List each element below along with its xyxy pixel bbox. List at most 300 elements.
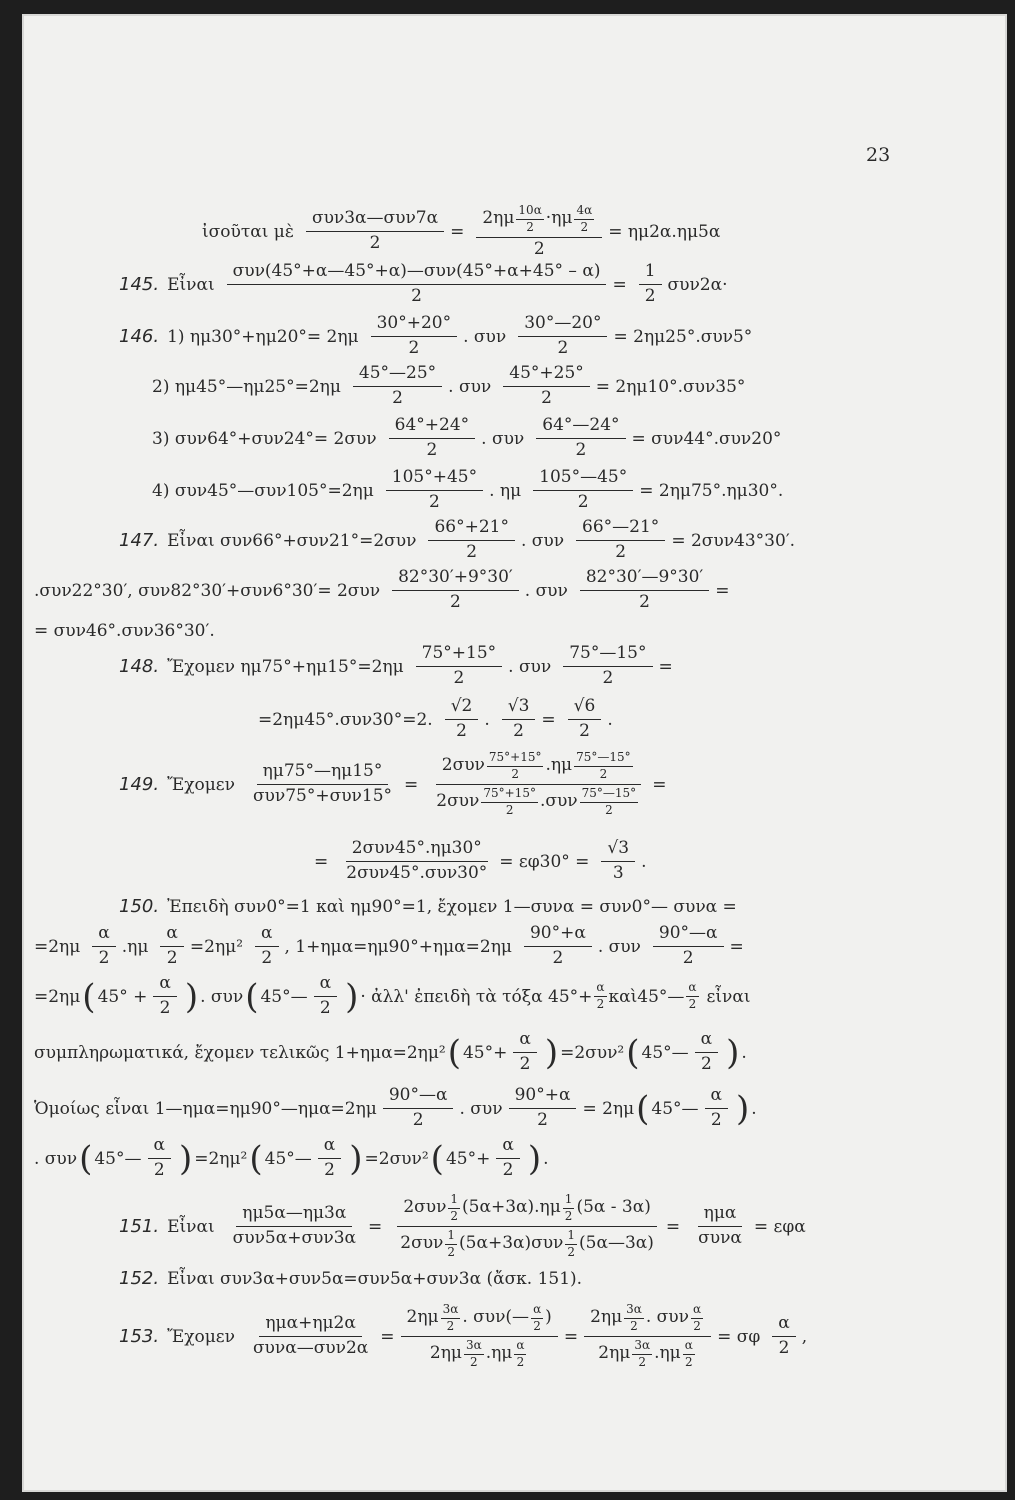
numerator: α (314, 974, 337, 997)
numerator: 2συν45°.ημ30° (346, 839, 488, 862)
numerator: α (513, 1030, 536, 1053)
text: 45°— (260, 986, 308, 1007)
denominator (430, 785, 646, 818)
denominator: 2 (153, 1160, 165, 1180)
fraction (314, 974, 337, 1018)
numerator: √6 (568, 697, 602, 720)
denominator: 2 (392, 388, 403, 408)
right-paren: ) (726, 1032, 740, 1073)
denominator: 2 (602, 668, 614, 688)
exercise-number: 146. (119, 326, 160, 347)
denominator: 3 (612, 863, 624, 883)
text: = 2ημ25°.συν5° (613, 326, 753, 347)
denominator: 2 (516, 1354, 525, 1369)
numerator (436, 751, 641, 785)
numerator: 82°30′—9°30′ (580, 568, 709, 591)
text: . συν (448, 376, 492, 397)
numerator: α (594, 981, 606, 997)
numerator: 1 (448, 1193, 460, 1209)
exercise-number: 149. (119, 774, 160, 795)
numerator: 64°—24° (536, 416, 625, 439)
left-paren: ( (636, 1088, 650, 1129)
fraction (518, 314, 607, 358)
fraction (227, 262, 607, 306)
text: Εἶναι συν66°+συν21°=2συν (167, 530, 417, 551)
equals-sign: = (715, 580, 730, 601)
denominator: 2 (261, 948, 273, 968)
exercise-number: 145. (119, 274, 160, 295)
text: .ημ (121, 936, 149, 957)
fraction (576, 518, 665, 562)
fraction (639, 262, 662, 306)
denominator: 2 (567, 1244, 576, 1259)
text: = συν44°.συν20° (631, 428, 782, 449)
numerator: 3α (441, 1303, 461, 1319)
text: 45°+ (445, 1148, 491, 1169)
denominator: 2 (412, 1110, 424, 1130)
denominator: 2 (369, 233, 381, 253)
text: (5α - 3α) (576, 1197, 651, 1218)
text: =2ημ (34, 936, 81, 957)
text: ) (545, 1307, 552, 1328)
fraction (386, 468, 483, 512)
right-paren: ) (184, 976, 199, 1017)
text: 2συν (436, 790, 480, 811)
fraction (601, 839, 635, 883)
text: Ὁμοίως εἶναι 1—ημα=ημ90°—ημα=2ημ (34, 1098, 377, 1119)
text: συμπληρωματικά, ἔχομεν τελικῶς 1+ημα=2ημ² (34, 1042, 446, 1063)
fraction (401, 1303, 558, 1369)
text: =2ημ45°.συν30°=2. (258, 709, 433, 730)
text: 45°— (641, 1042, 689, 1063)
fraction (574, 204, 594, 235)
text: . συν (508, 656, 552, 677)
equals-sign: = (380, 1326, 395, 1347)
denominator: 2 (447, 1244, 456, 1259)
fraction (683, 1339, 695, 1370)
fraction (772, 1314, 795, 1358)
fraction (502, 697, 536, 741)
numerator: ημα (698, 1204, 743, 1227)
numerator: α (705, 1086, 728, 1109)
right-paren: ) (736, 1088, 750, 1129)
numerator: √3 (601, 839, 635, 862)
text: . συν(— (462, 1307, 530, 1328)
fraction (563, 1193, 575, 1224)
numerator: α (153, 974, 176, 997)
denominator: 2 (537, 1110, 548, 1130)
equals-sign: = (404, 774, 419, 795)
denominator (424, 1337, 535, 1370)
denominator: 2 (533, 1319, 541, 1334)
denominator: 2 (505, 802, 514, 817)
denominator: 2 (700, 1054, 712, 1074)
left-paren: ( (626, 1032, 640, 1073)
text: Εἶναι (167, 274, 215, 295)
denominator: 2 (511, 767, 519, 782)
exercise-148-line-2 (258, 696, 619, 741)
text: ·ημ (545, 207, 573, 228)
right-paren: ) (345, 976, 359, 1017)
exercise-150 (119, 896, 743, 917)
denominator: 2 (526, 219, 534, 234)
text: = 2συν43°30′. (671, 530, 796, 551)
text: 45°— (94, 1148, 142, 1169)
numerator: 1 (565, 1229, 577, 1245)
text: . συν (463, 326, 507, 347)
equals-sign: = (665, 1216, 681, 1237)
denominator: 2 (411, 286, 422, 306)
text: . (741, 1042, 747, 1063)
text: (5α+3α)συν (459, 1232, 564, 1253)
text: .συν22°30′, συν82°30′+συν6°30′= 2συν (34, 580, 381, 601)
text: 4) συν45°—συν105°=2ημ (152, 480, 374, 501)
text: συν2α· (667, 274, 728, 295)
numerator: 64°+24° (389, 416, 476, 439)
numerator: 90°+α (509, 1086, 577, 1109)
equals-sign: = (368, 1216, 383, 1237)
fraction (632, 1339, 652, 1370)
fraction (394, 1193, 660, 1259)
numerator: 75°—15° (574, 751, 633, 767)
numerator: 75°—15° (563, 644, 652, 667)
text: =2συν² (560, 1042, 625, 1063)
exercise-number: 147. (119, 530, 160, 551)
denominator: συνα (698, 1228, 742, 1248)
numerator: α (496, 1136, 519, 1159)
numerator: √3 (502, 697, 536, 720)
denominator: 2 (470, 1354, 478, 1369)
fraction (464, 1339, 484, 1370)
left-paren: ( (79, 1138, 93, 1179)
equals-sign: = (563, 1326, 579, 1347)
fraction (536, 416, 625, 460)
exercise-147-line-3 (34, 620, 221, 641)
text: 45° + (97, 986, 148, 1007)
text: 2ημ (482, 207, 515, 228)
text: Ἔχομεν (167, 774, 235, 795)
text: . συν (459, 1098, 503, 1119)
right-paren: ) (349, 1138, 363, 1179)
numerator: α (318, 1136, 341, 1159)
numerator: 66°+21° (428, 518, 515, 541)
numerator: α (686, 981, 698, 997)
fraction (653, 924, 724, 968)
text: = ημ2α.ημ5α (608, 221, 721, 242)
denominator: 2 (557, 338, 569, 358)
numerator: ημ5α—ημ3α (236, 1204, 352, 1227)
text: 2ημ (429, 1342, 462, 1363)
fraction (509, 1086, 577, 1130)
denominator: 2 (324, 1160, 335, 1180)
numerator: συν3α—συν7α (306, 209, 444, 232)
numerator (401, 1303, 558, 1337)
text: . (641, 851, 647, 872)
book-page (22, 14, 1007, 1492)
denominator: 2 (502, 1160, 514, 1180)
fraction (531, 1303, 543, 1334)
exercise-number: 148. (119, 656, 160, 677)
text: . (607, 709, 613, 730)
text: 3) συν64°+συν24°= 2συν (152, 428, 377, 449)
denominator: 2συν45°.συν30° (346, 863, 488, 883)
fraction (692, 1204, 748, 1248)
numerator: 30°+20° (371, 314, 458, 337)
text: = συν46°.συν36°30′. (34, 620, 215, 641)
text: 2ημ (590, 1307, 623, 1328)
fraction (92, 924, 115, 968)
numerator: 66°—21° (576, 518, 665, 541)
text: , (801, 1326, 808, 1347)
numerator: 30°—20° (518, 314, 607, 337)
fraction (428, 518, 515, 562)
left-paren: ( (249, 1138, 263, 1179)
exercise-152 (119, 1268, 588, 1289)
denominator: συν5α+συν3α (232, 1228, 357, 1248)
exercise-number: 151. (119, 1216, 160, 1237)
text: 45°+ (462, 1042, 508, 1063)
denominator: 2 (408, 338, 420, 358)
exercise-number: 150. (119, 896, 160, 917)
text: (5α+3α).ημ (462, 1197, 561, 1218)
numerator: α (514, 1339, 526, 1355)
text: .ημ (654, 1342, 681, 1363)
text: . συν (200, 986, 244, 1007)
denominator: συνα—συν2α (252, 1338, 369, 1358)
text: Εἶναι συν3α+συν5α=συν5α+συν3α (ἄσκ. 151). (167, 1268, 583, 1289)
denominator: 2 (644, 286, 656, 306)
fraction (247, 762, 398, 806)
text: 2συν (441, 755, 485, 776)
exercise-150-line-6 (34, 1135, 549, 1180)
fraction (255, 924, 278, 968)
left-paren: ( (447, 1032, 461, 1073)
equals-sign: = (729, 936, 744, 957)
fraction (445, 1229, 457, 1260)
exercise-150-line-3 (34, 973, 751, 1018)
numerator: 4α (574, 204, 594, 220)
fraction (340, 839, 493, 883)
numerator: 75°+15° (416, 644, 503, 667)
equals-sign: = (658, 656, 673, 677)
text: . (543, 1148, 549, 1169)
denominator: 2 (710, 1110, 722, 1130)
fraction (392, 568, 519, 612)
text: . (484, 709, 490, 730)
fraction (148, 1136, 171, 1180)
fraction (695, 1030, 718, 1074)
denominator: 2 (466, 542, 478, 562)
denominator: 2 (533, 238, 545, 259)
denominator: 2 (541, 388, 552, 408)
fraction (686, 981, 698, 1012)
denominator (394, 1227, 660, 1260)
numerator: α (531, 1303, 543, 1319)
right-paren: ) (178, 1138, 193, 1179)
numerator: ημ75°—ημ15° (257, 762, 389, 785)
fraction (503, 364, 590, 408)
denominator: 2 (456, 721, 467, 741)
fraction (580, 787, 639, 818)
text: . (751, 1098, 757, 1119)
right-paren: ) (544, 1032, 559, 1073)
text: . ημ (489, 480, 522, 501)
text: 2συν (403, 1197, 447, 1218)
numerator: 75°—15° (580, 787, 639, 803)
denominator: 2 (579, 721, 590, 741)
text: = 2ημ75°.ημ30°. (639, 480, 784, 501)
denominator: 2 (429, 492, 440, 512)
equals-sign: = (652, 774, 667, 795)
fraction (353, 364, 442, 408)
fraction (160, 924, 183, 968)
numerator: 1 (639, 262, 662, 285)
fraction (318, 1136, 341, 1180)
exercise-145 (119, 261, 734, 306)
denominator: 2 (638, 1354, 647, 1369)
fraction (383, 1086, 454, 1130)
denominator: 2 (98, 948, 110, 968)
numerator (397, 1193, 657, 1227)
denominator: 2 (684, 1354, 693, 1369)
text: . συν (524, 580, 568, 601)
text: · ἀλλ' ἐπειδὴ τὰ τόξα 45°+ (360, 986, 593, 1007)
denominator: 2 (513, 721, 524, 741)
text: Ἔχομεν (167, 1326, 235, 1347)
text: 2ημ (406, 1307, 439, 1328)
text: = 2ημ10°.συν35° (595, 376, 746, 397)
exercise-number: 152. (119, 1268, 160, 1289)
text: εἶναι (706, 986, 751, 1007)
exercise-number: 153. (119, 1326, 160, 1347)
text: Ἔχομεν ημ75°+ημ15°=2ημ (167, 656, 404, 677)
text: =2ημ² (194, 1148, 248, 1169)
fraction (430, 751, 646, 817)
fraction (513, 1030, 536, 1074)
fraction (247, 1314, 374, 1358)
fraction (516, 204, 543, 235)
numerator: 1 (563, 1193, 575, 1209)
denominator: 2 (564, 1209, 573, 1224)
numerator: 75°+15° (487, 751, 544, 767)
numerator: α (255, 924, 278, 947)
fraction (568, 697, 602, 741)
numerator: α (691, 1303, 703, 1319)
page-number: 23 (866, 144, 891, 166)
denominator: 2 (577, 492, 589, 512)
text: , 1+ημα=ημ90°+ημα=2ημ (284, 936, 512, 957)
exercise-149-line-2 (314, 838, 652, 883)
text: . συν (645, 1307, 689, 1328)
numerator (584, 1303, 711, 1337)
denominator: 2 (519, 1054, 531, 1074)
text: 2ημ (598, 1342, 631, 1363)
denominator: 2 (575, 440, 587, 460)
text: = εφα (753, 1216, 806, 1237)
numerator: α (160, 924, 183, 947)
text: 1) ημ30°+ημ20°= 2ημ (167, 326, 359, 347)
text: . συν (520, 530, 565, 551)
text: Εἶναι (167, 1216, 215, 1237)
fraction (445, 697, 479, 741)
denominator: 2 (615, 542, 627, 562)
denominator: 2 (639, 592, 650, 612)
fraction (448, 1193, 460, 1224)
numerator: α (772, 1314, 795, 1337)
left-paren: ( (245, 976, 259, 1017)
denominator: 2 (159, 998, 171, 1018)
fraction (594, 981, 606, 1012)
text: καὶ45°— (608, 986, 685, 1007)
denominator: 2 (450, 1209, 459, 1224)
denominator: 2 (596, 997, 605, 1011)
fraction (389, 416, 476, 460)
fraction (476, 204, 602, 259)
fraction (441, 1303, 461, 1334)
denominator: 2 (688, 997, 697, 1011)
fraction (227, 1204, 362, 1248)
text: =2συν² (364, 1148, 429, 1169)
denominator: 2 (605, 802, 613, 817)
fraction (481, 787, 538, 818)
numerator: α (695, 1030, 718, 1053)
denominator (592, 1337, 703, 1370)
denominator: 2 (682, 948, 694, 968)
fraction (705, 1086, 728, 1130)
text: .ημ (485, 1342, 513, 1363)
fraction (533, 468, 633, 512)
denominator: 2 (166, 948, 178, 968)
numerator: 105°—45° (533, 468, 633, 491)
denominator: 2 (552, 948, 564, 968)
numerator: 82°30′+9°30′ (392, 568, 519, 591)
fraction (584, 1303, 711, 1369)
numerator: √2 (445, 697, 479, 720)
text: =2ημ (34, 986, 81, 1007)
denominator: 2 (453, 668, 465, 688)
fraction (524, 924, 592, 968)
text: 45°— (651, 1098, 699, 1119)
text: (5α—3α) (579, 1232, 654, 1253)
numerator: 90°+α (524, 924, 592, 947)
numerator: συν(45°+α—45°+α)—συν(45°+α+45° – α) (227, 262, 607, 285)
fraction (580, 568, 709, 612)
text: . συν (481, 428, 525, 449)
numerator: 10α (516, 204, 543, 220)
denominator: συν75°+συν15° (252, 786, 393, 806)
numerator (476, 204, 602, 238)
text: 2) ημ45°—ημ25°=2ημ (152, 376, 341, 397)
numerator: 3α (624, 1303, 644, 1319)
denominator: 2 (446, 1319, 455, 1334)
equals-sign: = (612, 274, 627, 295)
left-paren: ( (430, 1138, 444, 1179)
denominator: 2 (426, 440, 438, 460)
equals-sign: = (450, 221, 465, 242)
denominator: 2 (599, 767, 608, 782)
numerator: α (92, 924, 115, 947)
fraction (514, 1339, 526, 1370)
fraction (565, 1229, 577, 1260)
numerator: 75°+15° (481, 787, 538, 803)
left-paren: ( (82, 976, 96, 1017)
text: 2συν (400, 1232, 444, 1253)
numerator: 1 (445, 1229, 457, 1245)
text: ἰσοῦται μὲ (202, 221, 294, 242)
right-paren: ) (527, 1138, 542, 1179)
text: = σφ (717, 1326, 761, 1347)
text: = εφ30° = (499, 851, 590, 872)
